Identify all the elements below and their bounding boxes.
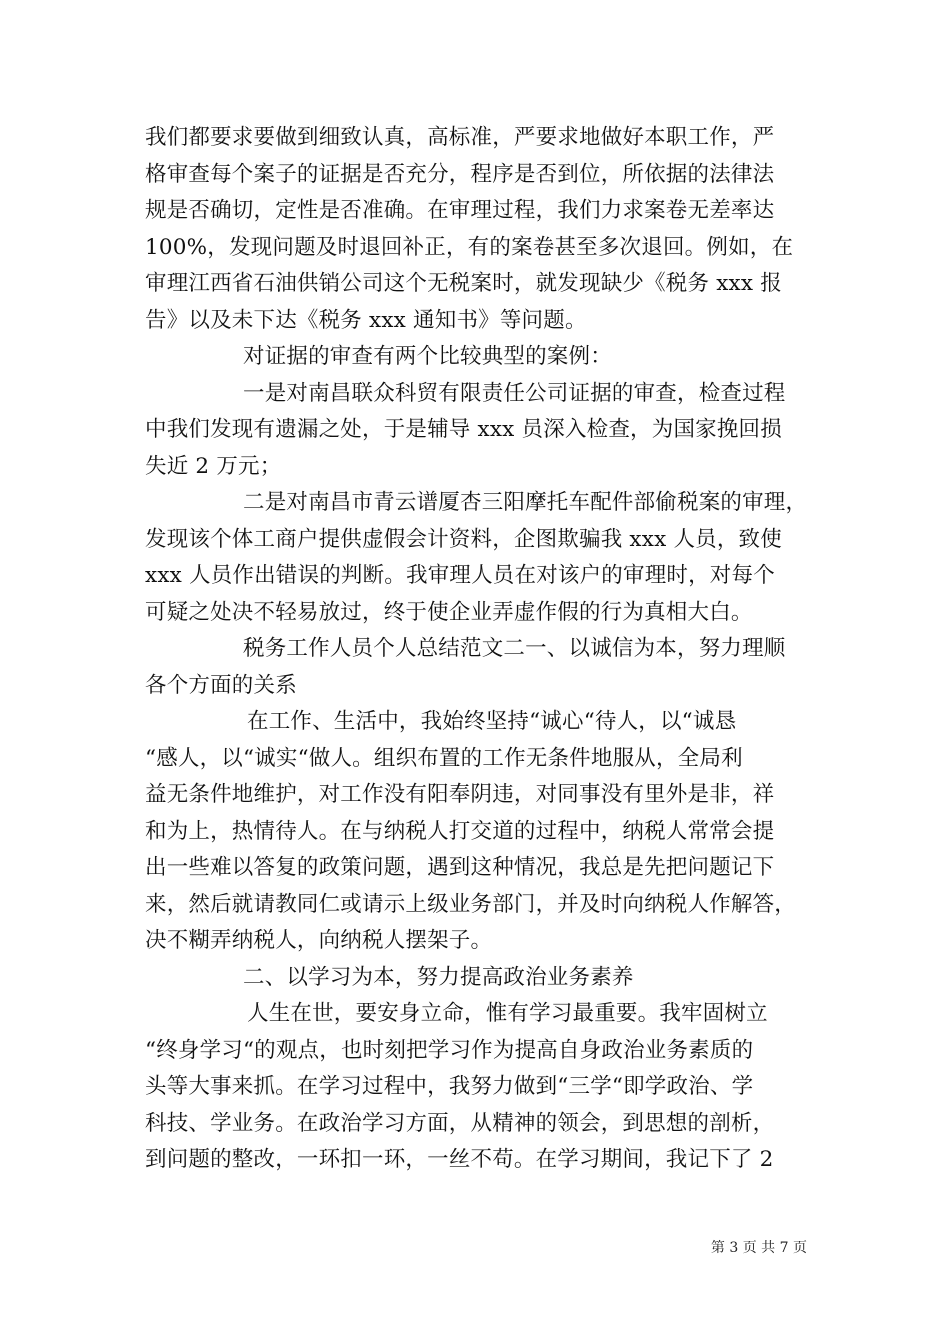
text-line: 和为上，热情待人。在与纳税人打交道的过程中，纳税人常常会提 (145, 818, 775, 844)
text-line: 科技、学业务。在政治学习方面，从精神的领会，到思想的剖析， (145, 1110, 775, 1136)
document-body (145, 120, 825, 1179)
text-line: 各个方面的关系 (145, 672, 297, 698)
text-line: 人生在世，要安身立命，惟有学习最重要。我牢固树立 (247, 1001, 768, 1026)
text-line: 到问题的整改，一环扣一环，一丝不苟。在学习期间，我记下了 2 (145, 1147, 774, 1172)
text-line: 可疑之处决不轻易放过，终于使企业弄虚作假的行为真相大白。 (145, 599, 753, 625)
text-line: 头等大事来抓。在学习过程中，我努力做到“三学“即学政治、学 (145, 1074, 754, 1099)
page-number: 第 3 页 共 7 页 (710, 1240, 807, 1256)
text-line: 益无条件地维护，对工作没有阳奉阴违，对同事没有里外是非，祥 (145, 782, 775, 807)
text-line: 100%，发现问题及时退回补正，有的案卷甚至多次退回。例如，在 (145, 234, 794, 260)
text-line: 对证据的审查有两个比较典型的案例： (243, 344, 612, 369)
text-line: 我们都要求要做到细致认真，高标准，严要求地做好本职工作，严 (145, 125, 775, 150)
text-line: 告》以及未下达《税务 xxx 通知书》等问题。 (145, 307, 587, 333)
text-line: “感人，以“诚实“做人。组织布置的工作无条件地服从，全局利 (145, 745, 743, 771)
text-line: 审理江西省石油供销公司这个无税案时，就发现缺少《税务 xxx 报 (145, 271, 782, 296)
text-line: 二是对南昌市青云谱厦杏三阳摩托车配件部偷税案的审理， (243, 490, 808, 515)
text-line: 来，然后就请教同仁或请示上级业务部门，并及时向纳税人作解答， (145, 891, 797, 917)
text-line: 一是对南昌联众科贸有限责任公司证据的审查，检查过程 (243, 380, 786, 406)
page-footer (0, 1237, 950, 1257)
text-line: 格审查每个案子的证据是否充分，程序是否到位，所依据的法律法 (145, 161, 775, 187)
section-heading: 二、以学习为本，努力提高政治业务素养 (243, 964, 634, 990)
text-line: “终身学习“的观点，也时刻把学习作为提高自身政治业务素质的 (145, 1037, 754, 1063)
text-line: 中我们发现有遗漏之处，于是辅导 xxx 员深入检查，为国家挽回损 (145, 417, 782, 442)
text-line: 出一些难以答复的政策问题，遇到这种情况，我总是先把问题记下 (145, 855, 775, 880)
text-line: xxx 人员作出错误的判断。我审理人员在对该户的审理时，对每个 (145, 563, 775, 588)
text-line: 发现该个体工商户提供虚假会计资料，企图欺骗我 xxx 人员，致使 (145, 526, 782, 552)
text-line: 规是否确切，定性是否准确。在审理过程，我们力求案卷无差率达 (145, 198, 775, 223)
text-line: 税务工作人员个人总结范文二一、以诚信为本，努力理顺 (243, 636, 786, 661)
text-line: 决不糊弄纳税人，向纳税人摆架子。 (145, 928, 493, 953)
text-line: 在工作、生活中，我始终坚持“诚心“待人，以“诚恳 (247, 709, 737, 734)
text-line: 失近 2 万元； (145, 453, 282, 479)
